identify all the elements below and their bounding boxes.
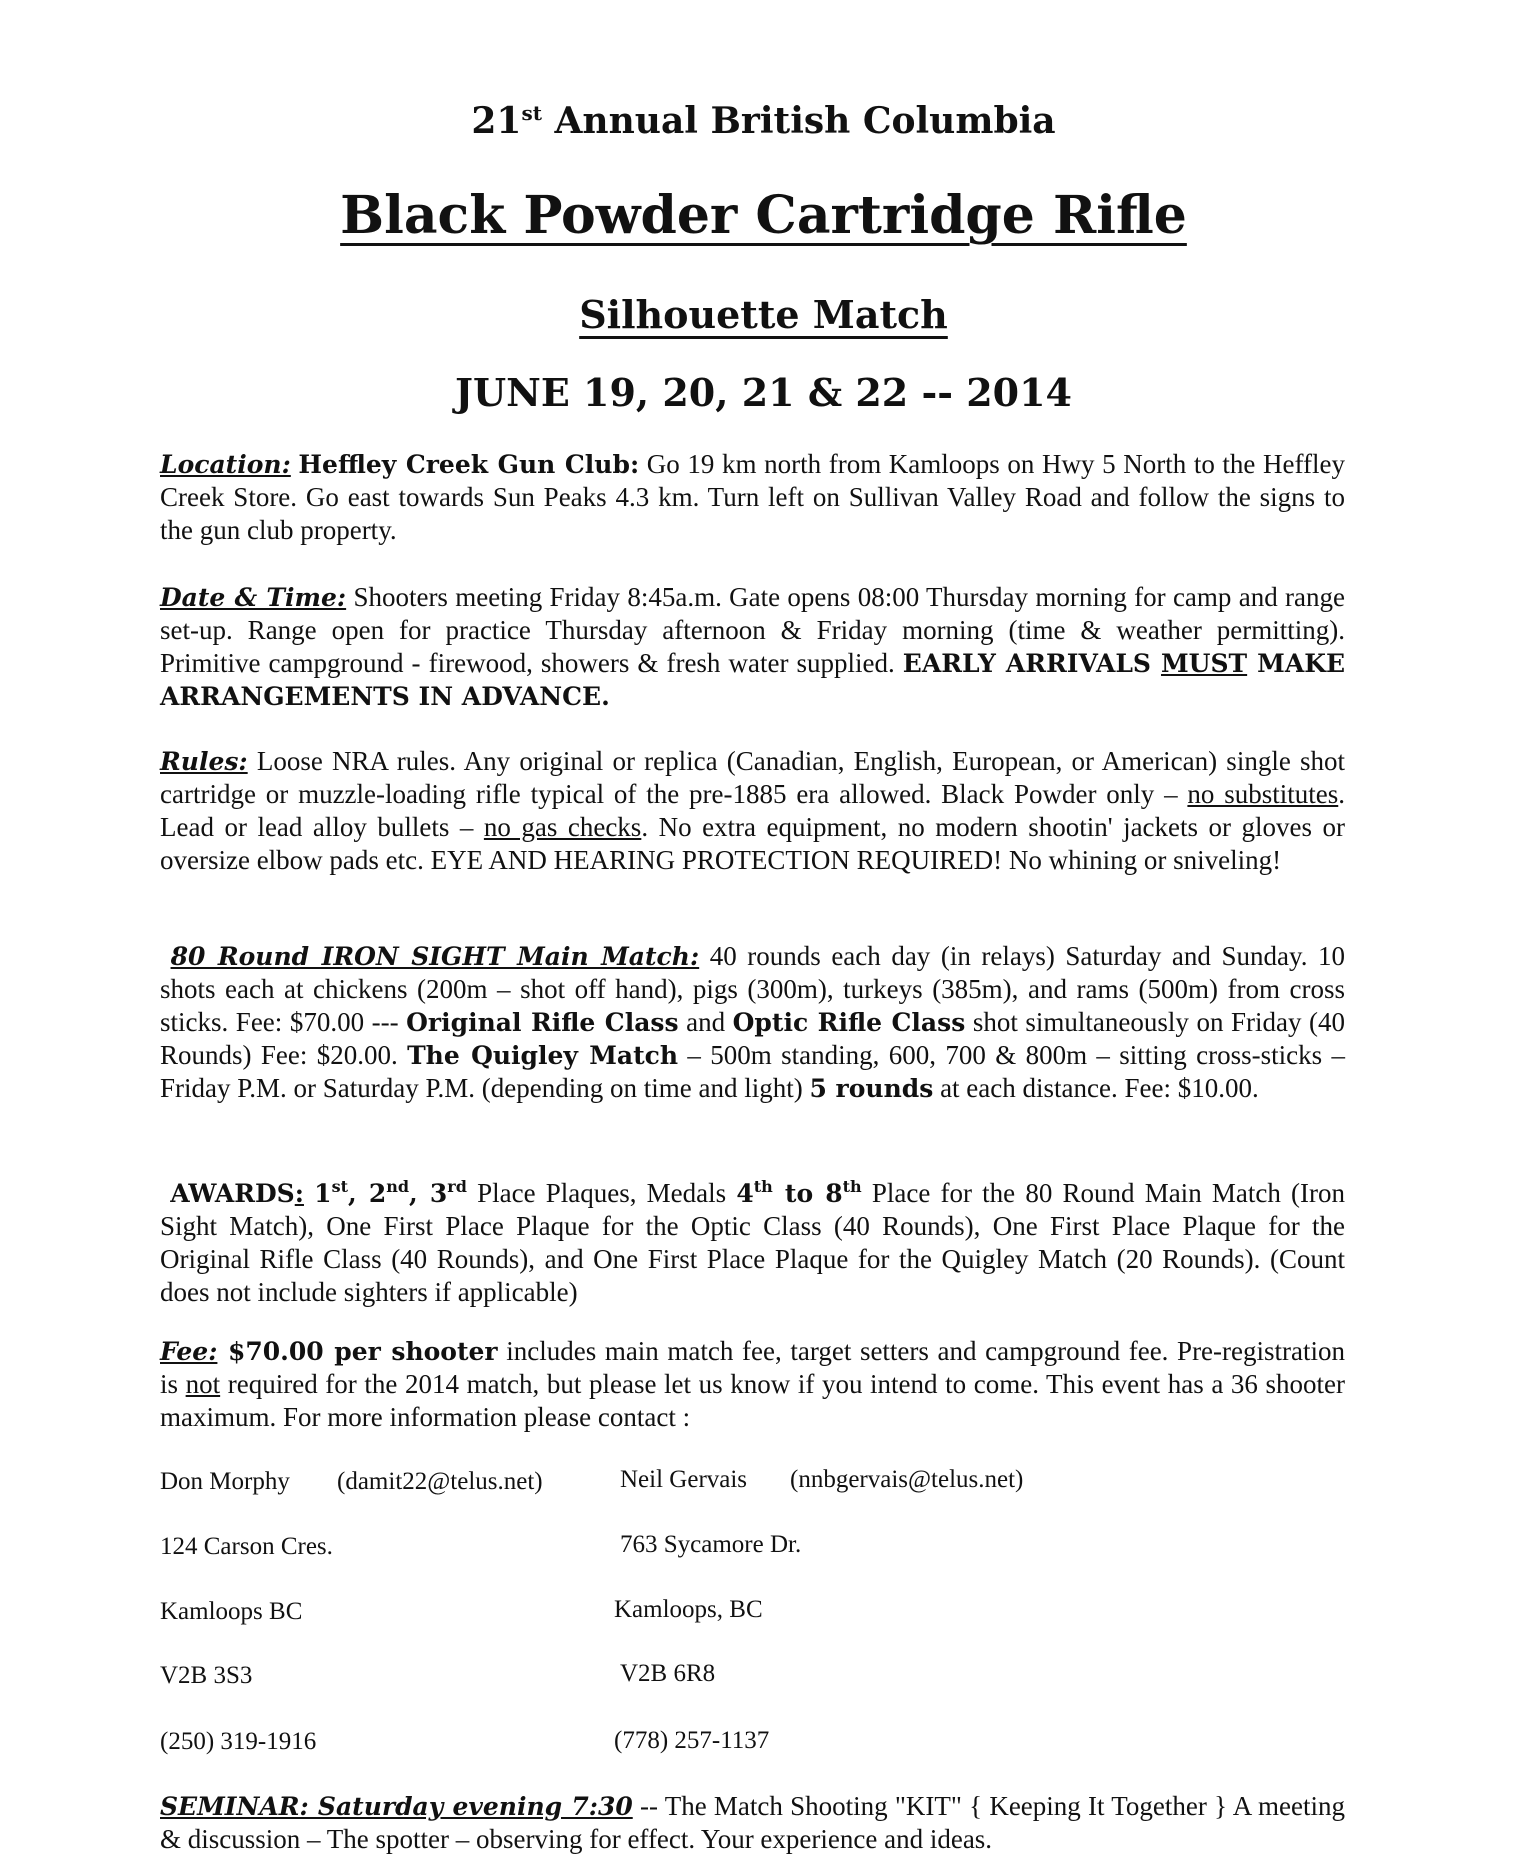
- contact-1-phone: (250) 319-1916: [160, 1728, 317, 1755]
- club-name: Heffley Creek Gun Club:: [298, 450, 640, 479]
- awards-paragraph: AWARDS: 1st, 2nd, 3rd Place Plaques, Medals 4th to 8th Place for the 80 Round Main Match (Iron Sight Match), One First Place Plaque for the Optic Class (40 Rounds), One First Place Plaque for the Original Rifle Class (40 Rounds), and One First Place Plaque for the Quigley Match (20 Rounds). (Count does not include sighters if applicable): [160, 1177, 1345, 1307]
- contact-1-postal: V2B 3S3: [160, 1662, 253, 1689]
- seminar-paragraph: SEMINAR: Saturday evening 7:30 -- The Match Shooting "KIT" { Keeping It Together } A meeting & discussion – The spotter – observing for effect. Your experience and ideas.: [160, 1791, 1345, 1854]
- page-title: Black Powder Cartridge Rifle: [340, 185, 1187, 246]
- contact-2-email[interactable]: (nnbgervais@telus.net): [790, 1466, 1024, 1493]
- contact-2-name: Neil Gervais: [620, 1466, 748, 1493]
- fee-label: Fee:: [160, 1337, 218, 1366]
- rules-label: Rules:: [160, 747, 248, 776]
- contact-2-phone: (778) 257-1137: [614, 1727, 770, 1754]
- contact-2-postal: V2B 6R8: [620, 1660, 716, 1687]
- contact-2-city: Kamloops, BC: [614, 1596, 763, 1623]
- location-paragraph: Location: Heffley Creek Gun Club: Go 19 km north from Kamloops on Hwy 5 North to the Heffley Creek Store. Go east towards Sun Peaks 4.3 km. Turn left on Sullivan Valley Road and follow the signs to the gun club property.: [160, 449, 1345, 545]
- annual-heading: 21st Annual British Columbia: [471, 100, 1056, 142]
- page-subtitle: Silhouette Match: [579, 292, 948, 337]
- fee-paragraph: Fee: $70.00 per shooter includes main match fee, target setters and campground fee. Pre-registration is not required for the 2014 match, but please let us know if you intend to come. This event has a 36 shooter maximum. For more information please contact :: [160, 1336, 1345, 1432]
- contact-1-name: Don Morphy: [160, 1468, 290, 1495]
- seminar-label: SEMINAR: Saturday evening 7:30: [160, 1792, 633, 1821]
- location-label: Location:: [160, 450, 291, 479]
- main-match-label: 80 Round IRON SIGHT Main Match:: [170, 942, 700, 971]
- event-dates: JUNE 19, 20, 21 & 22 -- 2014: [454, 370, 1073, 415]
- contact-2-street: 763 Sycamore Dr.: [620, 1531, 802, 1558]
- main-match-paragraph: 80 Round IRON SIGHT Main Match: 40 rounds each day (in relays) Saturday and Sunday. 10 shots each at chickens (200m – shot off hand), pigs (300m), turkeys (385m), and rams (500m) from cross sticks. Fee: $70.00 --- Original Rifle Class and Optic Rifle Class shot simultaneously on Friday (40 Rounds) Fee: $20.00. The Quigley Match – 500m standing, 600, 700 & 800m – sitting cross-sticks – Friday P.M. or Saturday P.M. (depending on time and light) 5 rounds at each distance. Fee: $10.00.: [160, 941, 1346, 1103]
- date-time-label: Date & Time:: [160, 583, 347, 612]
- awards-label: AWARDS: [170, 1179, 295, 1208]
- date-time-paragraph: Date & Time: Shooters meeting Friday 8:45a.m. Gate opens 08:00 Thursday morning for camp and range set-up. Range open for practice Thursday afternoon & Friday morning (time & weather permitting). Primitive campground - firewood, showers & fresh water supplied. EARLY ARRIVALS MUST MAKE ARRANGEMENTS IN ADVANCE.: [160, 582, 1345, 711]
- contact-1-street: 124 Carson Cres.: [160, 1533, 333, 1560]
- contact-1-city: Kamloops BC: [160, 1598, 303, 1625]
- rules-paragraph: Rules: Loose NRA rules. Any original or replica (Canadian, English, European, or American) single shot cartridge or muzzle-loading rifle typical of the pre-1885 era allowed. Black Powder only – no substitutes. Lead or lead alloy bullets – no gas checks. No extra equipment, no modern shootin' jackets or gloves or oversize elbow pads etc. EYE AND HEARING PROTECTION REQUIRED! No whining or sniveling!: [160, 746, 1345, 875]
- contact-1-email[interactable]: (damit22@telus.net): [337, 1468, 543, 1495]
